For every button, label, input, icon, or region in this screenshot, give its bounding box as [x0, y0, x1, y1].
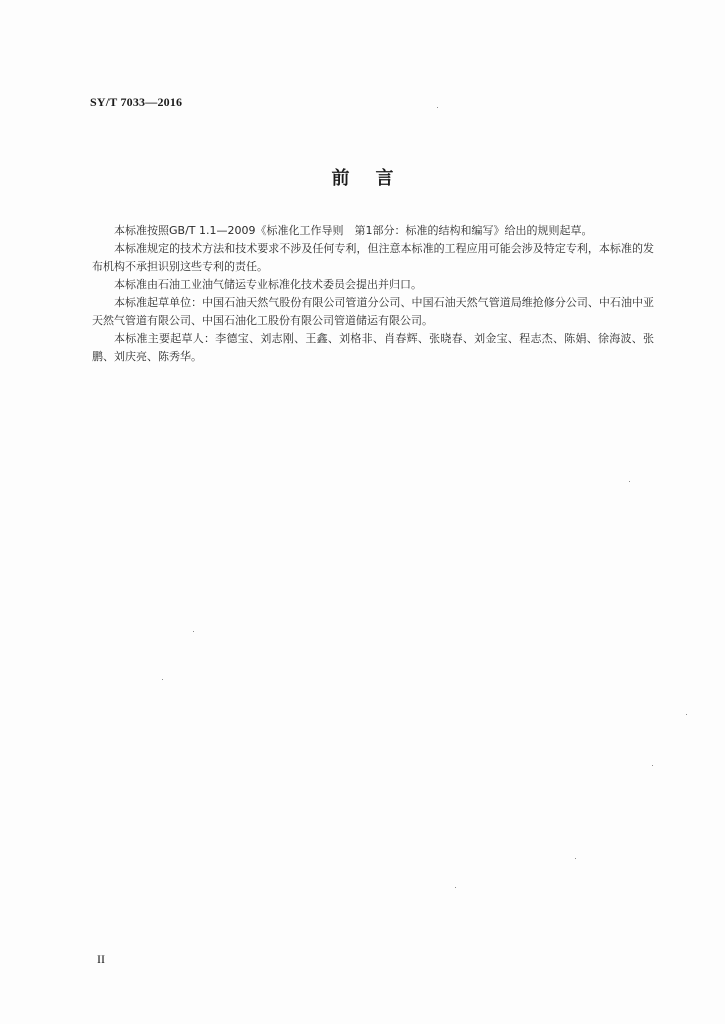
paragraph-proposer: 本标准由石油工业油气储运专业标准化技术委员会提出并归口。 [114, 278, 422, 291]
page-title: 前言 [331, 168, 420, 189]
scan-speck [686, 714, 687, 715]
scan-speck [575, 858, 576, 859]
scan-speck [437, 107, 438, 108]
scan-speck [652, 765, 653, 766]
scan-speck [455, 887, 456, 888]
scan-speck [193, 631, 194, 632]
page-number: II [97, 952, 105, 966]
scan-speck [162, 679, 163, 680]
paragraph-patent-notice: 本标准规定的技术方法和技术要求不涉及任何专利，但注意本标准的工程应用可能会涉及特定专利，本标准的发布机构不承担识别这些专利的责任。 [92, 242, 654, 273]
paragraph-drafting-rules: 本标准按照GB/T 1.1—2009《标准化工作导则 第1部分：标准的结构和编写》给出的规则起草。 [114, 224, 593, 237]
scan-speck [629, 481, 630, 482]
standard-code: SY/T 7033—2016 [90, 95, 183, 109]
paragraph-drafters: 本标准主要起草人：李德宝、刘志刚、王鑫、刘格非、肖春辉、张晓春、刘金宝、程志杰、陈娟、徐海波、张鹏、刘庆亮、陈秀华。 [92, 332, 654, 363]
document-body [92, 222, 654, 366]
paragraph-drafting-units: 本标准起草单位：中国石油天然气股份有限公司管道分公司、中国石油天然气管道局维抢修分公司、中石油中亚天然气管道有限公司、中国石油化工股份有限公司管道储运有限公司。 [92, 296, 654, 327]
